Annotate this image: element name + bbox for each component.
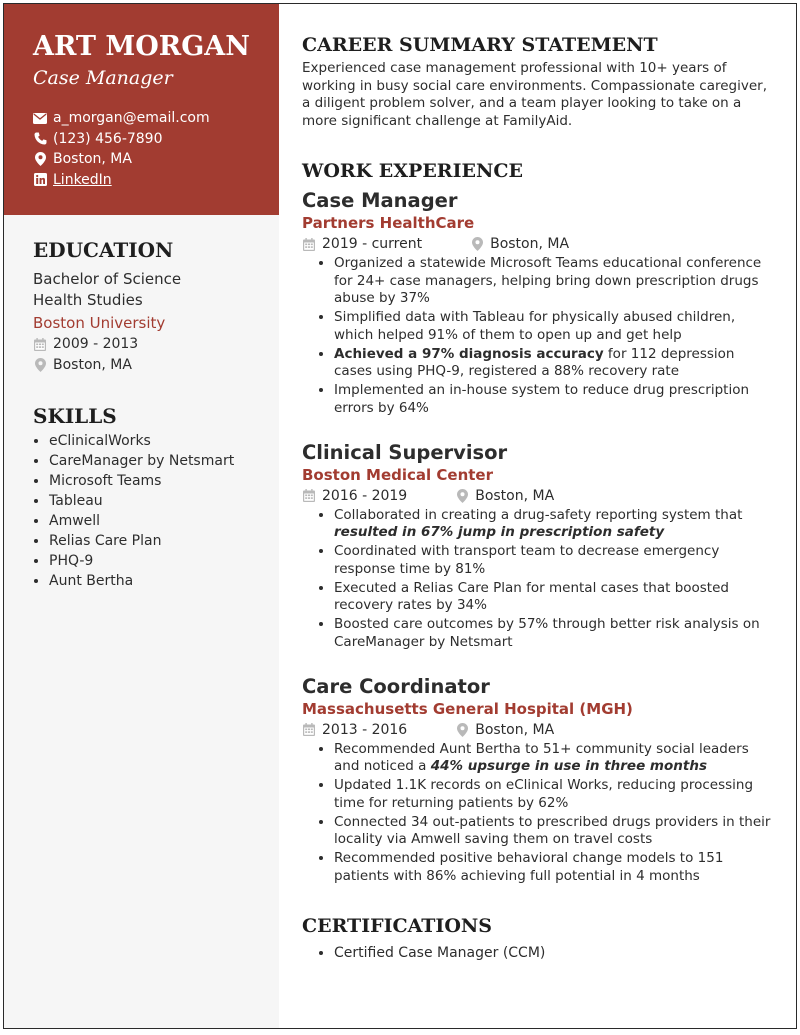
summary-title: CAREER SUMMARY STATEMENT	[302, 34, 658, 56]
candidate-role: Case Manager	[33, 67, 173, 89]
contact-phone	[33, 129, 259, 150]
skill-item: • PHQ-9	[49, 551, 259, 571]
calendar-icon	[302, 489, 316, 503]
job-title: Clinical Supervisor	[302, 440, 508, 464]
phone-text: (123) 456-7890	[53, 130, 163, 147]
linkedin-icon	[33, 173, 47, 187]
header-block	[4, 4, 279, 215]
resume-page	[3, 3, 797, 1029]
education-dates-text: 2009 - 2013	[53, 336, 139, 352]
degree-line-1: Bachelor of Science	[33, 270, 182, 288]
sidebar	[4, 4, 279, 1028]
map-pin-icon	[455, 723, 469, 737]
job-meta	[302, 720, 772, 740]
certification-item: • Certified Case Manager (CCM)	[334, 943, 772, 963]
job-bullet: • Connected 34 out-patients to prescribed drugs providers in their locality via Amwell saving them on travel costs	[334, 814, 772, 849]
job-company: Partners HealthCare	[302, 214, 475, 232]
job-entry	[302, 440, 772, 652]
skills-section	[4, 403, 279, 591]
skill-item: • eClinicalWorks	[49, 431, 259, 451]
job-dates: 2019 - current	[322, 236, 423, 252]
candidate-name: ART MORGAN	[33, 31, 250, 62]
job-title: Case Manager	[302, 189, 458, 212]
job-meta	[302, 486, 772, 506]
skill-item: • Microsoft Teams	[49, 471, 259, 491]
work-experience-title: WORK EXPERIENCE	[302, 160, 523, 182]
main-column	[279, 4, 796, 1028]
calendar-icon	[33, 337, 47, 351]
job-bullets	[302, 507, 772, 652]
job-title: Care Coordinator	[302, 674, 490, 698]
job-entry	[302, 188, 772, 417]
phone-icon	[33, 132, 47, 146]
job-entry	[302, 674, 772, 886]
school-name: Boston University	[33, 314, 166, 332]
linkedin-link[interactable]: LinkedIn	[53, 171, 112, 188]
map-pin-icon	[455, 489, 469, 503]
job-dates: 2016 - 2019	[322, 487, 408, 504]
summary-section	[302, 32, 772, 130]
job-bullet: • Updated 1.1K records on eClinical Works, reducing processing time for returning patients by 62%	[334, 777, 772, 812]
skills-title: SKILLS	[33, 404, 117, 428]
job-bullets	[302, 255, 772, 417]
map-pin-icon	[33, 152, 47, 166]
envelope-icon	[33, 111, 47, 125]
job-bullet: • Achieved a 97% diagnosis accuracy for 112 depression cases using PHQ-9, registered a 88% recovery rate	[334, 346, 772, 381]
job-bullet: • Organized a statewide Microsoft Teams educational conference for 24+ case managers, helping bring down prescription drugs abuse by 37%	[334, 255, 772, 308]
skill-item: • Amwell	[49, 511, 259, 531]
email-text: a_morgan@email.com	[53, 110, 210, 127]
calendar-icon	[302, 237, 316, 251]
skill-item: • Aunt Bertha	[49, 571, 259, 591]
job-bullet: • Executed a Relias Care Plan for mental cases that boosted recovery rates by 34%	[334, 580, 772, 615]
job-meta	[302, 234, 772, 254]
job-location-text: Boston, MA	[490, 236, 570, 252]
job-location	[470, 234, 569, 254]
contact-email	[33, 108, 259, 129]
job-bullet: • Recommended positive behavioral change models to 151 patients with 86% achieving full potential in 4 months	[334, 850, 772, 885]
certifications-section	[302, 913, 772, 963]
certifications-title: CERTIFICATIONS	[302, 914, 492, 937]
calendar-icon	[302, 723, 316, 737]
job-company: Boston Medical Center	[302, 465, 494, 484]
job-location	[455, 720, 554, 740]
job-dates: 2013 - 2016	[322, 721, 408, 738]
job-bullet: • Coordinated with transport team to decrease emergency response time by 81%	[334, 543, 772, 578]
skill-item: • Relias Care Plan	[49, 531, 259, 551]
map-pin-icon	[33, 358, 47, 372]
job-company: Massachusetts General Hospital (MGH)	[302, 699, 633, 718]
job-location-text: Boston, MA	[475, 487, 555, 504]
job-location-text: Boston, MA	[475, 721, 555, 738]
education-section	[4, 237, 279, 375]
education-location	[33, 355, 259, 376]
job-bullet: • Collaborated in creating a drug-safety reporting system that resulted in 67% jump in prescription safety	[334, 507, 772, 542]
work-experience-section	[302, 158, 772, 885]
skill-item: • Tableau	[49, 491, 259, 511]
map-pin-icon	[470, 237, 484, 251]
education-location-text: Boston, MA	[53, 356, 132, 373]
contact-location	[33, 149, 259, 170]
job-location	[455, 486, 554, 506]
job-bullet: • Implemented an in-house system to reduce drug prescription errors by 64%	[334, 382, 772, 417]
skill-item: • CareManager by Netsmart	[49, 451, 259, 471]
job-bullet: • Recommended Aunt Bertha to 51+ community social leaders and noticed a 44% upsurge in use in three months	[334, 741, 772, 776]
location-text: Boston, MA	[53, 151, 132, 168]
education-title: EDUCATION	[33, 238, 174, 262]
skills-list	[33, 431, 259, 591]
job-bullet: • Simplified data with Tableau for physically abused children, which helped 91% of them to open up and get help	[334, 309, 772, 344]
contact-linkedin	[33, 170, 259, 191]
certifications-list	[302, 943, 772, 963]
degree-line-2: Health Studies	[33, 291, 143, 309]
job-bullet: • Boosted care outcomes by 57% through better risk analysis on CareManager by Netsmart	[334, 616, 772, 651]
education-dates	[33, 334, 259, 355]
job-bullets	[302, 741, 772, 886]
summary-text: Experienced case management professional with 10+ years of working in busy social care environments. Compassionate caregiver, a diligent problem solver, and a team player looking to take on a more significant challenge at FamilyAid.	[302, 60, 767, 129]
